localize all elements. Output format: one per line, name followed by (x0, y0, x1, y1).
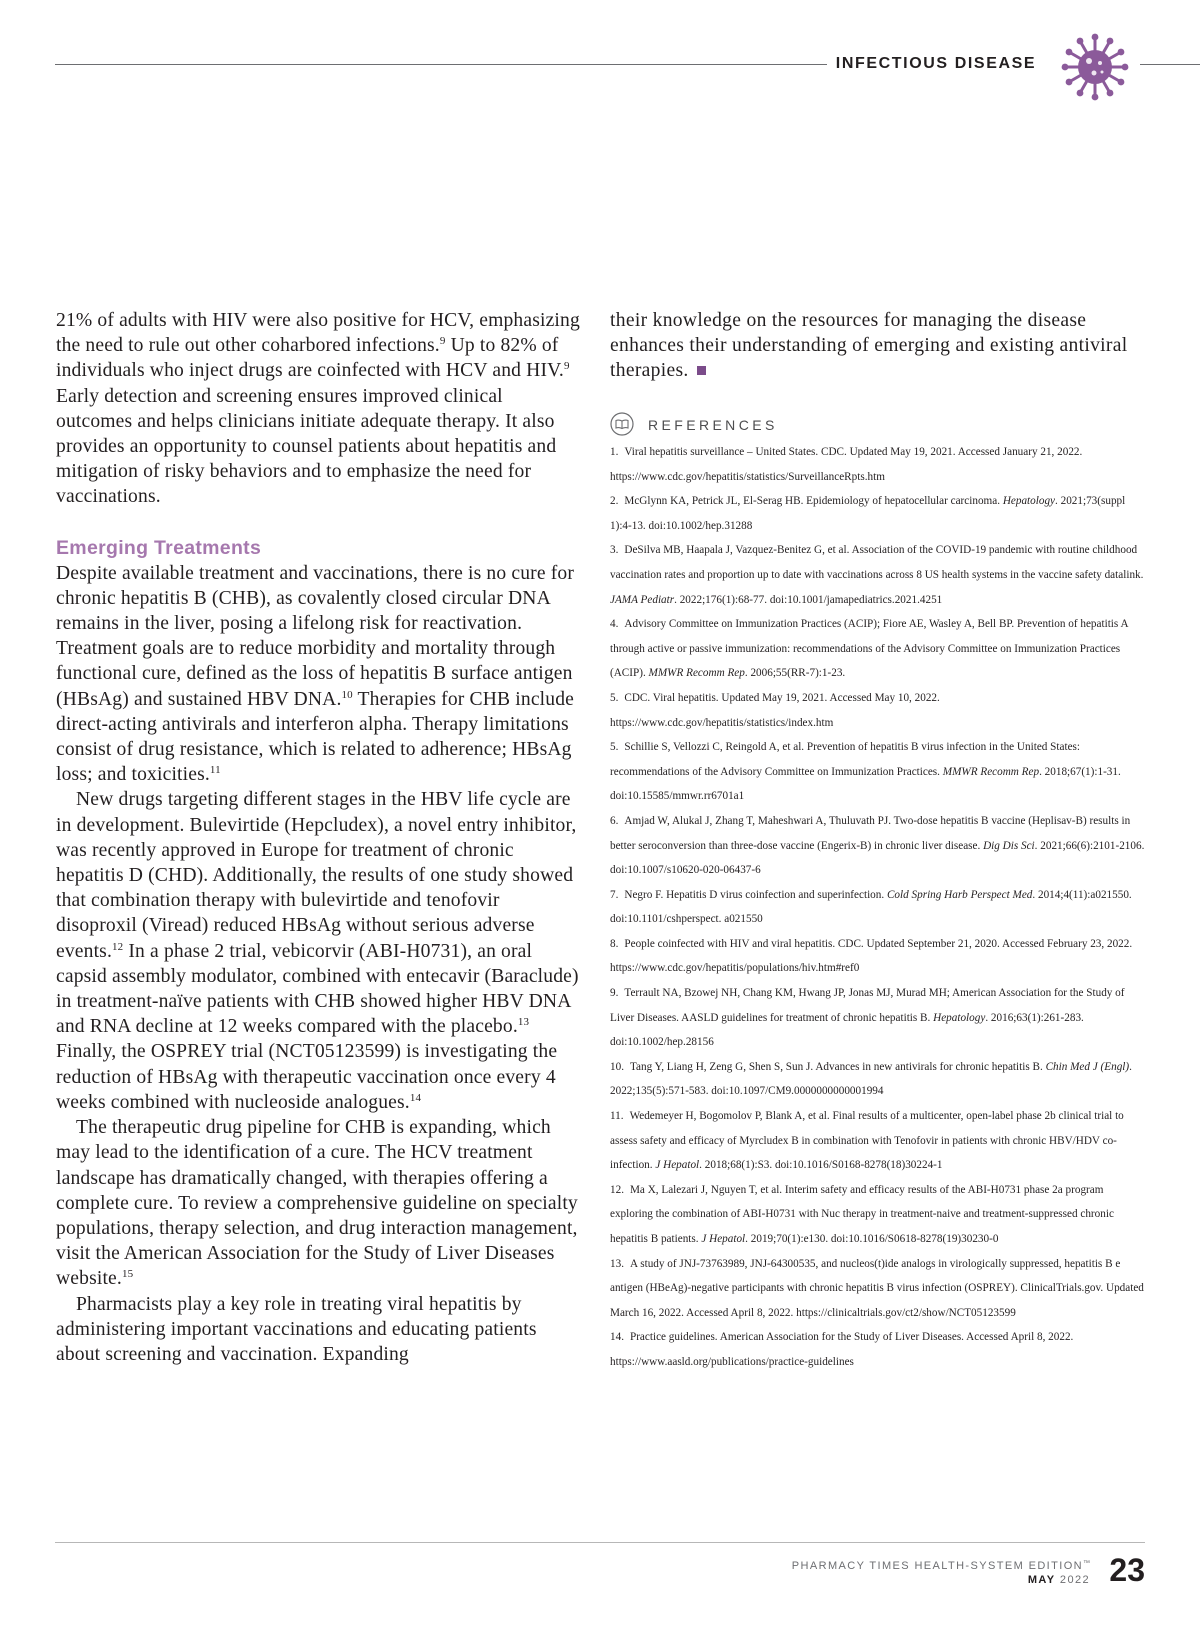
journal-title: MMWR Recomm Rep (648, 667, 745, 680)
reference-item: 6. Amjad W, Alukal J, Zhang T, Maheshwari A, Thuluvath PJ. Two-dose hepatitis B vaccine (Heplisav-B) results in better seroconversion than three-dose vaccine (Engerix-B) in chronic liver disease. Dig Dis Sci. 2021;66(6):2101-2106. doi:10.1007/s10620-020-06437-6 (610, 814, 1145, 877)
footer-publication (792, 1557, 1090, 1587)
journal-title: Cold Spring Harb Perspect Med (886, 888, 1033, 901)
reference-item: 14. Practice guidelines. American Association for the Study of Liver Diseases. Accessed April 8, 2022. https://www.aasld.org/publications/practice-guidelines (610, 1331, 1074, 1368)
paragraph-chb-treatment: Despite available treatment and vaccinations, there is no cure for chronic hepatitis B (CHB), as covalently closed circular DNA remains in the liver, posing a lifelong risk for reactivation. Treatment goals are to reduce morbidity and mortality through functional cure, defined as the loss of hepatitis B surface antigen (HBsAg) and sustained HBV DNA.$^{10}$ Therapies for CHB include direct-acting antivirals and interferon alpha. Therapy limitations consist of drug resistance, which is related to adherence; HBsAg loss; and toxicities.$^{11}$ (56, 562, 575, 786)
reference-item: 8. People coinfected with HIV and viral hepatitis. CDC. Updated September 21, 2020. Accessed February 23, 2022. https://www.cdc.gov/hepatitis/populations/hiv.htm#ref0 (610, 937, 1133, 975)
journal-title: J Hepatol (701, 1233, 746, 1245)
page-number: 23 (1109, 1552, 1145, 1588)
article-left-column (56, 308, 580, 1367)
reference-item: 1. Viral hepatitis surveillance – United States. CDC. Updated May 19, 2021. Accessed January 21, 2022. https://www.cdc.gov/hepatitis/statistics/SurveillanceRpts.htm (610, 446, 1083, 483)
journal-title: Hepatology (933, 1011, 986, 1024)
book-icon (610, 412, 634, 436)
references-list (610, 440, 1145, 1375)
journal-title: Dig Dis Sci (983, 839, 1035, 852)
reference-item: 10. Tang Y, Liang H, Zeng G, Shen S, Sun J. Advances in new antivirals for chronic hepatitis B. Chin Med J (Engl). 2022;135(5):571-583. doi:10.1097/CM9.0000000000001994 (610, 1060, 1132, 1098)
reference-item: 2. McGlynn KA, Petrick JL, El-Serag HB. Epidemiology of hepatocellular carcinoma. Hepatology. 2021;73(suppl 1):4-13. doi:10.1002/hep.31288 (610, 495, 1126, 532)
footer-rule (55, 1542, 1145, 1543)
issue-date: MAY 2022 (1027, 1574, 1090, 1586)
reference-item: 4. Advisory Committee on Immunization Practices (ACIP); Fiore AE, Wasley A, Bell BP. Prevention of hepatitis A through active or passive immunization: recommendations of the Advisory Committee on Immunization Practices (ACIP). MMWR Recomm Rep. 2006;55(RR-7):1-23. (610, 618, 1128, 680)
reference-item: 13. A study of JNJ-73763989, JNJ-64300535, and nucleos(t)ide analogs in virologically suppressed, hepatitis B e antigen (HBeAg)-negative participants with chronic hepatitis B virus infection (OSPREY). ClinicalTrials.gov. Updated March 16, 2022. Accessed April 8, 2022. https://clinicaltrials.gov/ct2/show/NCT05123599 (610, 1257, 1144, 1319)
paragraph-continuation: their knowledge on the resources for managing the disease enhances their understanding of emerging and existing antiviral therapies. (610, 310, 1128, 382)
reference-item: 5. Schillie S, Vellozzi C, Reingold A, et al. Prevention of hepatitis B virus infection in the United States: recommendations of the Advisory Committee on Immunization Practices. MMWR Recomm Rep. 2018;67(1):1-31. doi:10.15585/mmwr.rr6701a1 (610, 741, 1121, 803)
reference-item: 12. Ma X, Lalezari J, Nguyen T, et al. Interim safety and efficacy results of the ABI-H0731 phase 2a program exploring the combination of ABI-H0731 with Nuc therapy in treatment-naive and treatment-suppressed chronic hepatitis B patients. J Hepatol. 2019;70(1):e130. doi:10.1016/S0618-8278(19)30230-0 (610, 1183, 1114, 1245)
virus-icon (1058, 30, 1132, 104)
end-of-article-mark (697, 366, 706, 375)
paragraph-new-drugs: New drugs targeting different stages in the HBV life cycle are in development. Bulevirtide (Hepcludex), a novel entry inhibitor, was recently approved in Europe for treatment of chronic hepatitis D (CHD). Additionally, the results of one study showed that combination therapy with bulevirtide and tenofovir disoproxil (Viread) reduced HBsAg without serious adverse events.$^{12}$ In a phase 2 trial, vebicorvir (ABI-H0731), an oral capsid assembly modulator, combined with entecavir (Baraclude) in treatment-naïve patients with CHB showed higher HBV DNA and RNA decline at 12 weeks compared with the placebo.$^{13}$ Finally, the OSPREY trial (NCT05123599) is investigating the reduction of HBsAg with therapeutic vaccination once every 4 weeks combined with nucleoside analogues.$^{14}$ (56, 789, 579, 1113)
reference-item: 7. Negro F. Hepatitis D virus coinfection and superinfection. Cold Spring Harb Perspect Med. 2014;4(11):a021550. doi:10.1101/cshperspect. a021550 (610, 888, 1132, 926)
header-rule-left (55, 64, 827, 65)
reference-item: 5. CDC. Viral hepatitis. Updated May 19, 2021. Accessed May 10, 2022. https://www.cdc.gov/hepatitis/statistics/index.htm (610, 691, 940, 729)
journal-title: MMWR Recomm Rep (942, 765, 1040, 778)
publication-name: PHARMACY TIMES HEALTH-SYSTEM EDITION (791, 1560, 1083, 1572)
paragraph-hiv-hcv: 21% of adults with HIV were also positive for HCV, emphasizing the need to rule out other coharbored infections.$^9$ Up to 82% of individuals who inject drugs are coinfected with HCV and HIV.$^9$ Early detection and screening ensures improved clinical outcomes and helps clinicians initiate adequate therapy. It also provides an opportunity to counsel patients about hepatitis and mitigation of risky behaviors and to emphasize the need for vaccinations. (56, 310, 580, 508)
reference-item: 3. DeSilva MB, Haapala J, Vazquez-Benitez G, et al. Association of the COVID-19 pandemic with routine childhood vaccination rates and proportion up to date with vaccinations across 8 US health systems in the vaccine safety datalink. JAMA Pediatr. 2022;176(1):68-77. doi:10.1001/jamapediatrics.2021.4251 (610, 544, 1144, 606)
reference-item: 9. Terrault NA, Bzowej NH, Chang KM, Hwang JP, Jonas MJ, Murad MH; American Association for the Study of Liver Diseases. AASLD guidelines for treatment of chronic hepatitis B. Hepatology. 2016;63(1):261-283. doi:10.1002/hep.28156 (610, 987, 1125, 1049)
references-title: REFERENCES (648, 417, 778, 433)
journal-title: Chin Med J (Engl) (1045, 1060, 1130, 1073)
journal-title: Hepatology (1002, 495, 1056, 508)
reference-item: 11. Wedemeyer H, Bogomolov P, Blank A, et al. Final results of a multicenter, open-label phase 2b clinical trial to assess safety and efficacy of Myrcludex B in combination with Tenofovir in patients with chronic HBV/HDV co-infection. J Hepatol. 2018;68(1):S3. doi:10.1016/S0168-8278(18)30224-1 (610, 1110, 1124, 1172)
journal-title: JAMA Pediatr (610, 593, 675, 606)
header-rule-right (1140, 64, 1200, 65)
trademark: ™ (1083, 1560, 1090, 1567)
paragraph-drug-pipeline: The therapeutic drug pipeline for CHB is expanding, which may lead to the identification of a cure. The HCV treatment landscape has dramatically changed, with therapies offering a complete cure. To review a comprehensive guideline on specialty populations, therapy selection, and drug interaction management, visit the American Association for the Study of Liver Diseases website.$^{15}$ (56, 1117, 578, 1290)
section-heading-emerging-treatments: Emerging Treatments (56, 536, 262, 559)
journal-title: J Hepatol (655, 1159, 700, 1172)
article-right-column (610, 308, 1150, 384)
section-label: INFECTIOUS DISEASE (835, 55, 1037, 72)
references-header (610, 412, 1150, 438)
paragraph-pharmacists-role: Pharmacists play a key role in treating viral hepatitis by administering important vaccinations and educating patients about screening and vaccination. Expanding (56, 1293, 537, 1365)
